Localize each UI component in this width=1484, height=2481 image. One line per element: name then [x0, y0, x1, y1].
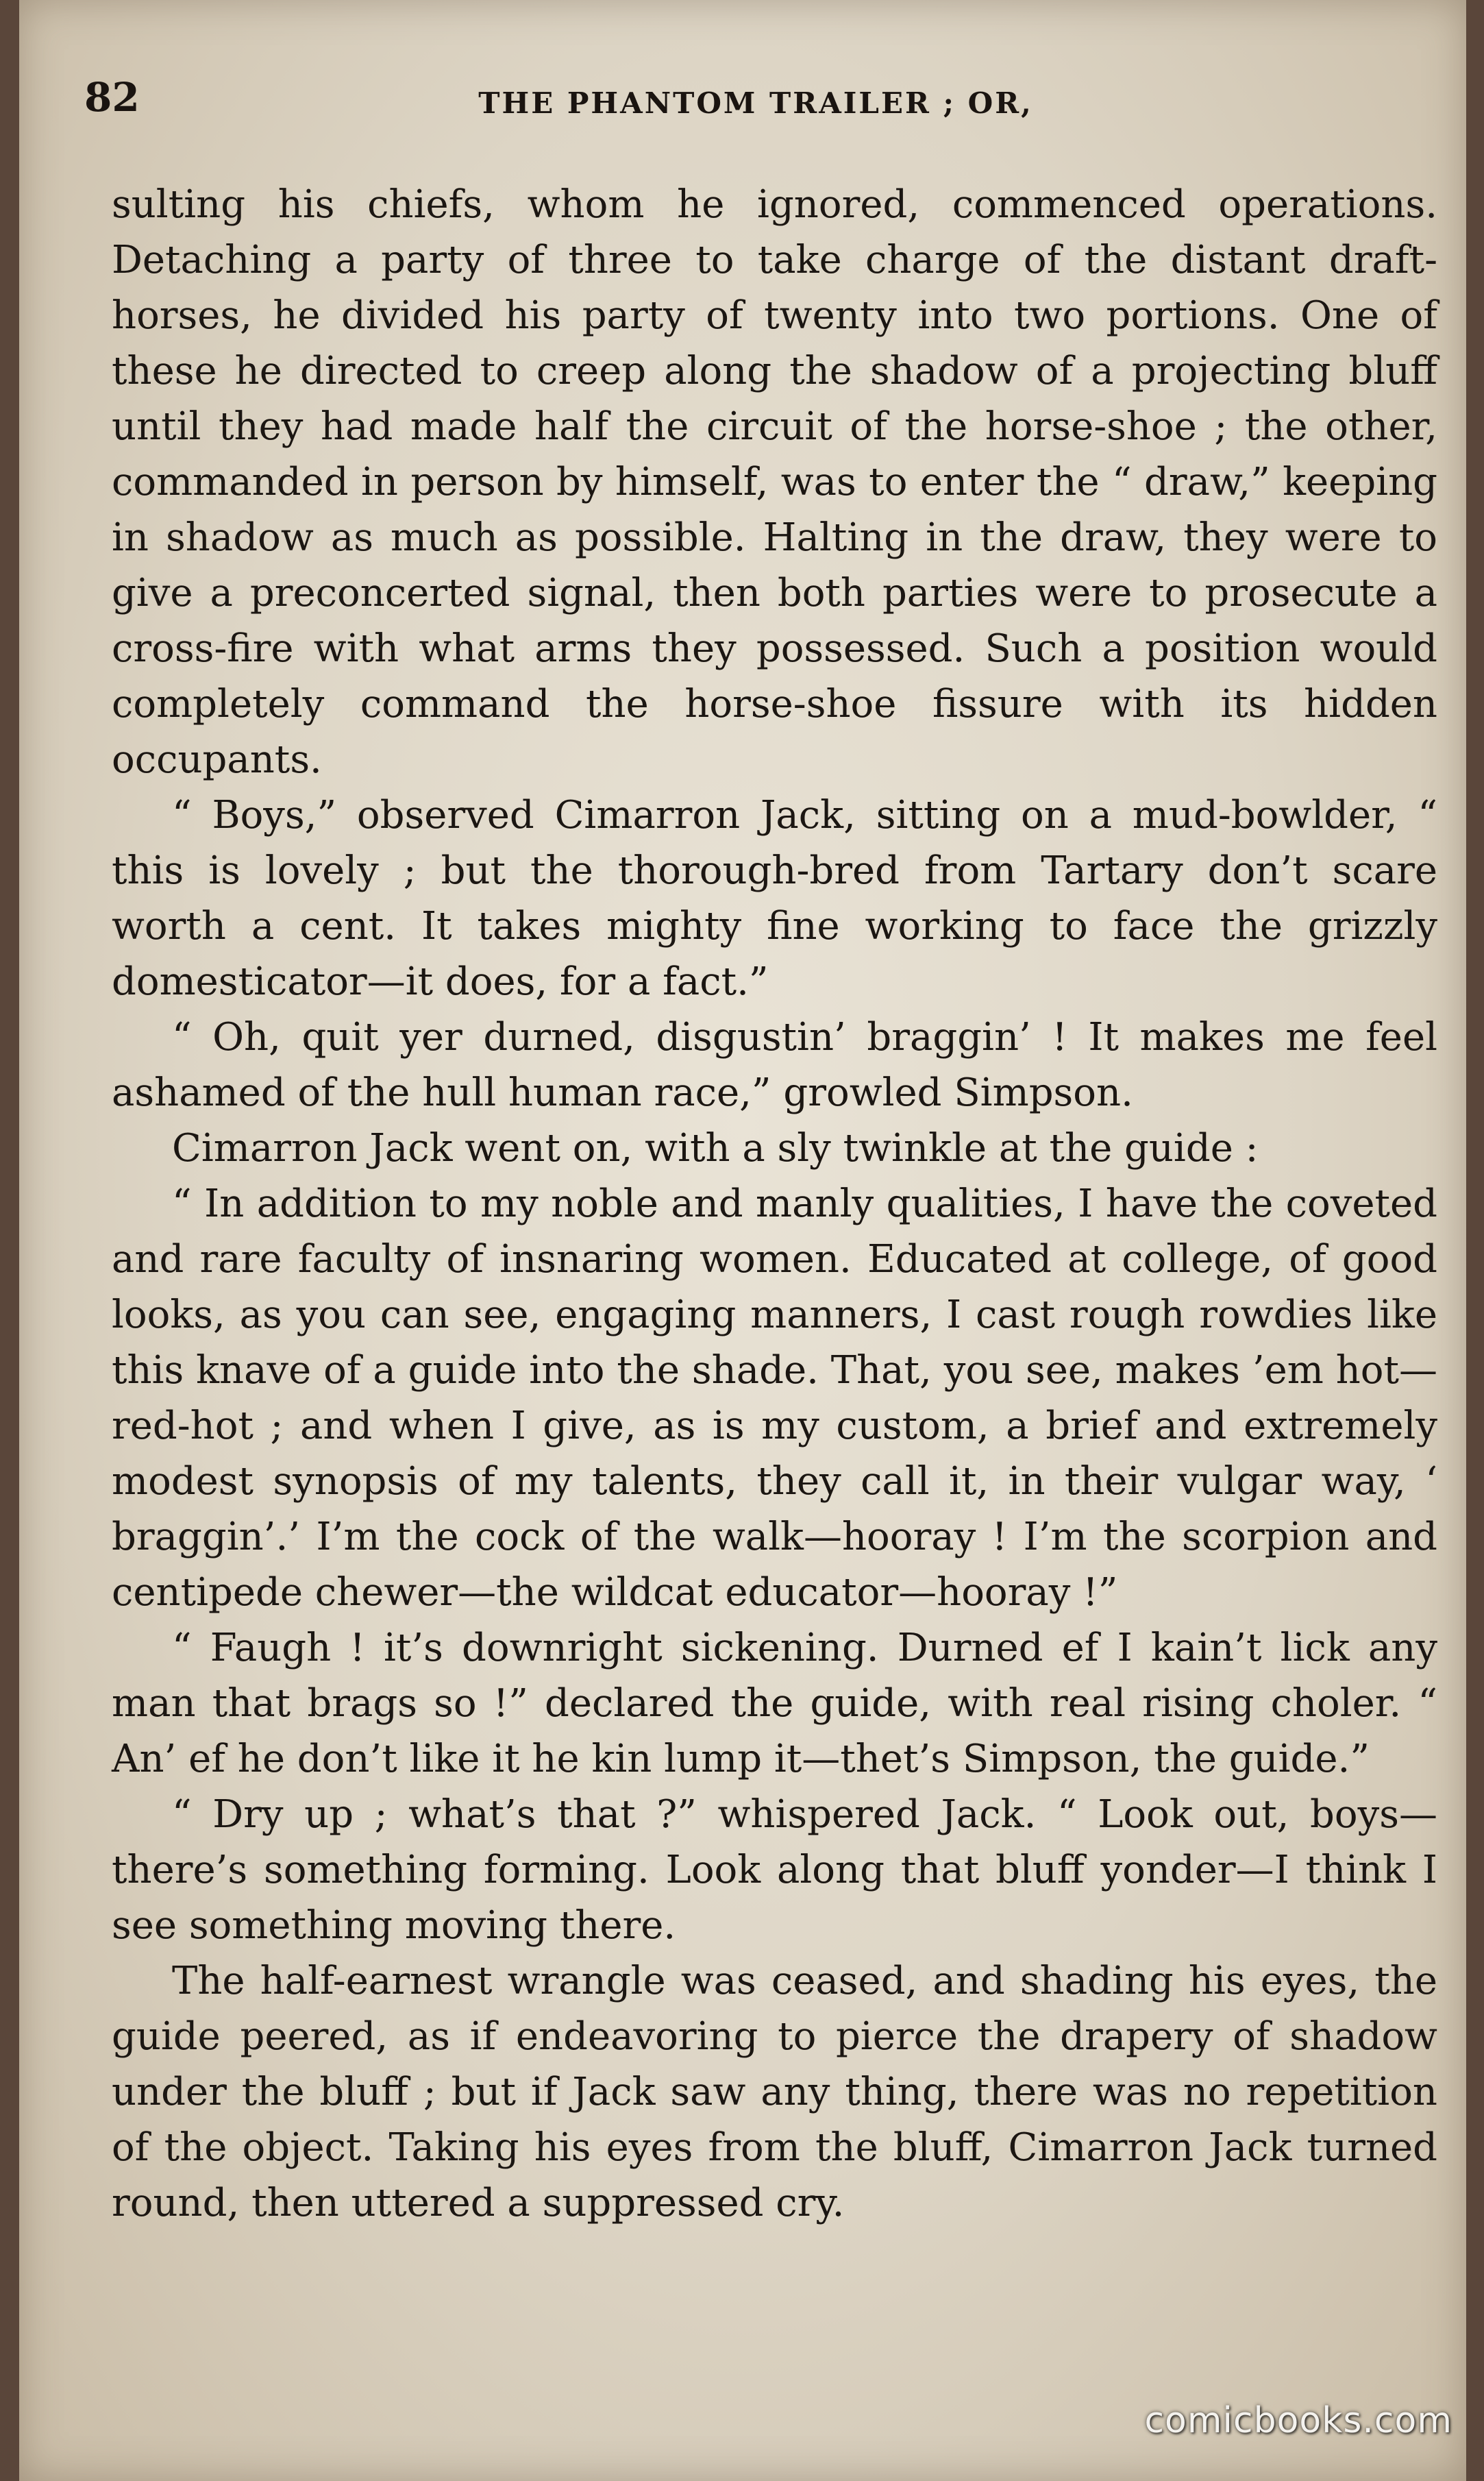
watermark: comicbooks.com	[1144, 2400, 1452, 2441]
page-number: 82	[84, 74, 140, 121]
paragraph: “ Boys,” observed Cimarron Jack, sitting on a mud-bowlder, “ this is lovely ; but the thorough-bred from Tartary don’t scare worth a cent. It takes mighty fine working to face the grizzly domesticator—it does, for a fact.”	[112, 793, 1437, 1004]
paragraph: “ In addition to my noble and manly qualities, I have the coveted and rare faculty of insnaring women. Educated at college, of good looks, as you can see, engaging manners, I cast rough rowdies like this knave of a guide into the shade. That, you see, makes ’em hot—red-hot ; and when I give, as is my custom, a brief and extremely modest synopsis of my talents, they call it, in their vulgar way, ‘ braggin’.’ I’m the cock of the walk—hooray ! I’m the scorpion and centipede chewer—the wildcat educator—hooray !”	[112, 1182, 1437, 1615]
paragraph: The half-earnest wrangle was ceased, and shading his eyes, the guide peered, as if endeavoring to pierce the drapery of shadow under the bluff ; but if Jack saw any thing, there was no repetition of the object. Taking his eyes from the bluff, Cimarron Jack turned round, then uttered a suppressed cry.	[112, 1959, 1437, 2225]
paragraph: “ Oh, quit yer durned, disgustin’ braggin’ ! It makes me feel ashamed of the hull human race,” growled Simpson.	[112, 1015, 1437, 1115]
paragraph: sulting his chiefs, whom he ignored, commenced operations. Detaching a party of three to take charge of the distant draft-horses, he divided his party of twenty into two portions. One of these he directed to creep along the shadow of a projecting bluff until they had made half the circuit of the horse-shoe ; the other, commanded in person by himself, was to enter the “ draw,” keeping in shadow as much as possible. Halting in the draw, they were to give a preconcerted signal, then both parties were to prosecute a cross-fire with what arms they possessed. Such a position would completely command the horse-shoe fissure with its hidden occupants.	[112, 182, 1437, 782]
body-text	[112, 177, 1437, 2231]
paragraph: Cimarron Jack went on, with a sly twinkle at the guide :	[172, 1126, 1259, 1171]
paragraph: “ Dry up ; what’s that ?” whispered Jack. “ Look out, boys—there’s something forming. Look along that bluff yonder—I think I see something moving there.	[112, 1792, 1437, 1948]
running-title: THE PHANTOM TRAILER ; OR,	[478, 86, 1033, 120]
book-page	[19, 0, 1466, 2481]
paragraph: “ Faugh ! it’s downright sickening. Durned ef I kain’t lick any man that brags so !” declared the guide, with real rising choler. “ An’ ef he don’t like it he kin lump it—thet’s Simpson, the guide.”	[112, 1626, 1437, 1781]
running-head	[84, 74, 1413, 122]
